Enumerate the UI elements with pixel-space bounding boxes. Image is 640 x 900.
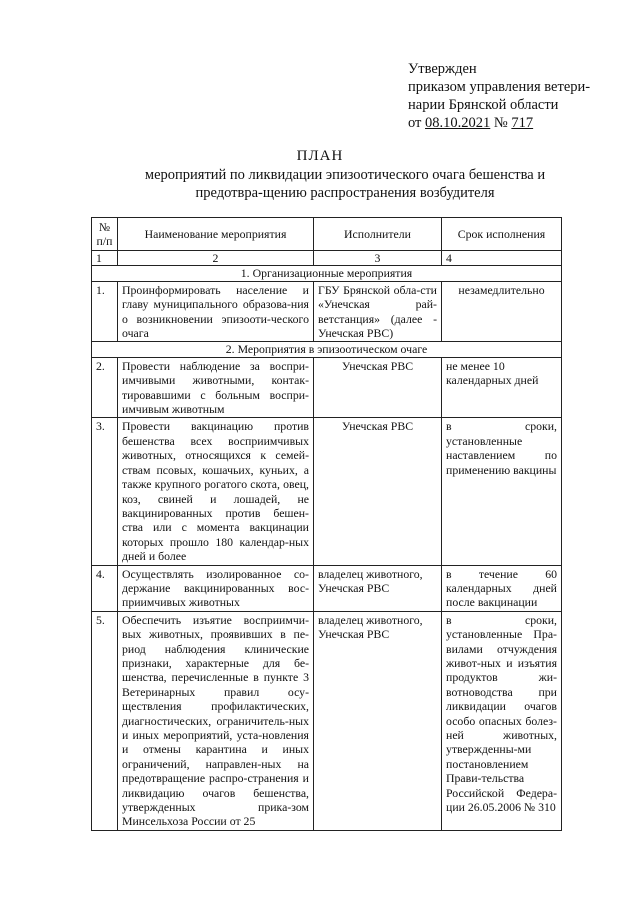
header-deadline: Срок исполнения [442, 218, 562, 251]
row-executor: владелец животного, Унечская РВС [314, 565, 442, 611]
section-title-2: 2. Мероприятия в эпизоотическом очаге [92, 342, 562, 357]
row-action: Провести наблюдение за воспри-имчивыми животными, контак-тировавшими с больным воспри-имчивым животным [118, 357, 314, 418]
column-number-3: 3 [314, 251, 442, 266]
approval-line-1: Утвержден [408, 61, 477, 77]
row-executor: Унечская РВС [314, 418, 442, 565]
approval-line-2: приказом управления ветери- [408, 79, 591, 95]
approval-number-label: № [493, 115, 508, 131]
header-number: № п/п [92, 218, 118, 251]
row-number: 3. [92, 418, 118, 565]
plan-table [91, 217, 562, 831]
document-title: ПЛАН [296, 148, 344, 164]
row-deadline: не менее 10 календарных дней [442, 357, 562, 418]
section-row-2 [92, 342, 562, 357]
row-action: Осуществлять изолированное со-держание вакцинированных вос-приимчивых животных [118, 565, 314, 611]
approval-block [408, 60, 590, 132]
row-number: 2. [92, 357, 118, 418]
approval-line-3: нарии Брянской области [408, 97, 559, 113]
row-action: Обеспечить изъятие восприимчи-вых животных, проявивших в пе-риод наблюдения клинические признаки, характерные для бе-шенства, перечисленные в пункте 3 Ветеринарных правил осу-ществления профилактических, диагностических, ограничитель-ных и иных мероприятий, уста-новления и отмены карантина и иных ограничений, направлен-ных на предотвращение распро-странения и ликвидацию очагов бешенства, утвержденных прика-зом Минсельхоза России от 25 [118, 611, 314, 830]
row-number: 4. [92, 565, 118, 611]
row-deadline: в течение 60 календарных дней после вакцинации [442, 565, 562, 611]
column-number-4: 4 [442, 251, 562, 266]
approval-order-line [408, 114, 590, 132]
column-numbers-row [92, 251, 562, 266]
table-row [92, 611, 562, 830]
row-executor: владелец животного, Унечская РВС [314, 611, 442, 830]
section-title-1: 1. Организационные мероприятия [92, 266, 562, 281]
approval-date: 08.10.2021 [425, 115, 491, 131]
header-executor: Исполнители [314, 218, 442, 251]
row-deadline: в сроки, установленные наставлением по применению вакцины [442, 418, 562, 565]
table-header-row [92, 218, 562, 251]
row-executor: Унечская РВС [314, 357, 442, 418]
table-row [92, 357, 562, 418]
header-action: Наименование мероприятия [118, 218, 314, 251]
row-deadline: в сроки, установленные Пра-вилами отчуждения живот-ных и изъятия продуктов жи-вотноводства при ликвидации очагов особо опасных болез-ней животных, утвержденны-ми постановлением Прави-тельства Российской Федера-ции 26.05.2006 № 310 [442, 611, 562, 830]
row-action: Провести вакцинацию против бешенства всех восприимчивых животных, относящихся к семей-ствам псовых, кошачьих, куньих, а также крупного рогатого скота, овец, коз, свиней и лошадей, не вакцинированных против бешен-ства или с момента вакцинации которых прошло 180 календар-ных дней и более [118, 418, 314, 565]
table-row [92, 565, 562, 611]
document-subtitle: мероприятий по ликвидации эпизоотического очага бешенства и предотвра-щению распространения возбудителя [144, 167, 546, 201]
row-action: Проинформировать население и главу муниципального образова-ния о возникновении эпизооти-ческого очага [118, 281, 314, 342]
approval-number: 717 [511, 115, 534, 131]
row-deadline: незамедлительно [442, 281, 562, 342]
row-executor: ГБУ Брянской обла-сти «Унечская рай-ветстанция» (далее - Унечская РВС) [314, 281, 442, 342]
table-row [92, 418, 562, 565]
row-number: 5. [92, 611, 118, 830]
section-row-1 [92, 266, 562, 281]
column-number-2: 2 [118, 251, 314, 266]
row-number: 1. [92, 281, 118, 342]
approval-from-label: от [408, 115, 422, 131]
table-row [92, 281, 562, 342]
column-number-1: 1 [92, 251, 118, 266]
